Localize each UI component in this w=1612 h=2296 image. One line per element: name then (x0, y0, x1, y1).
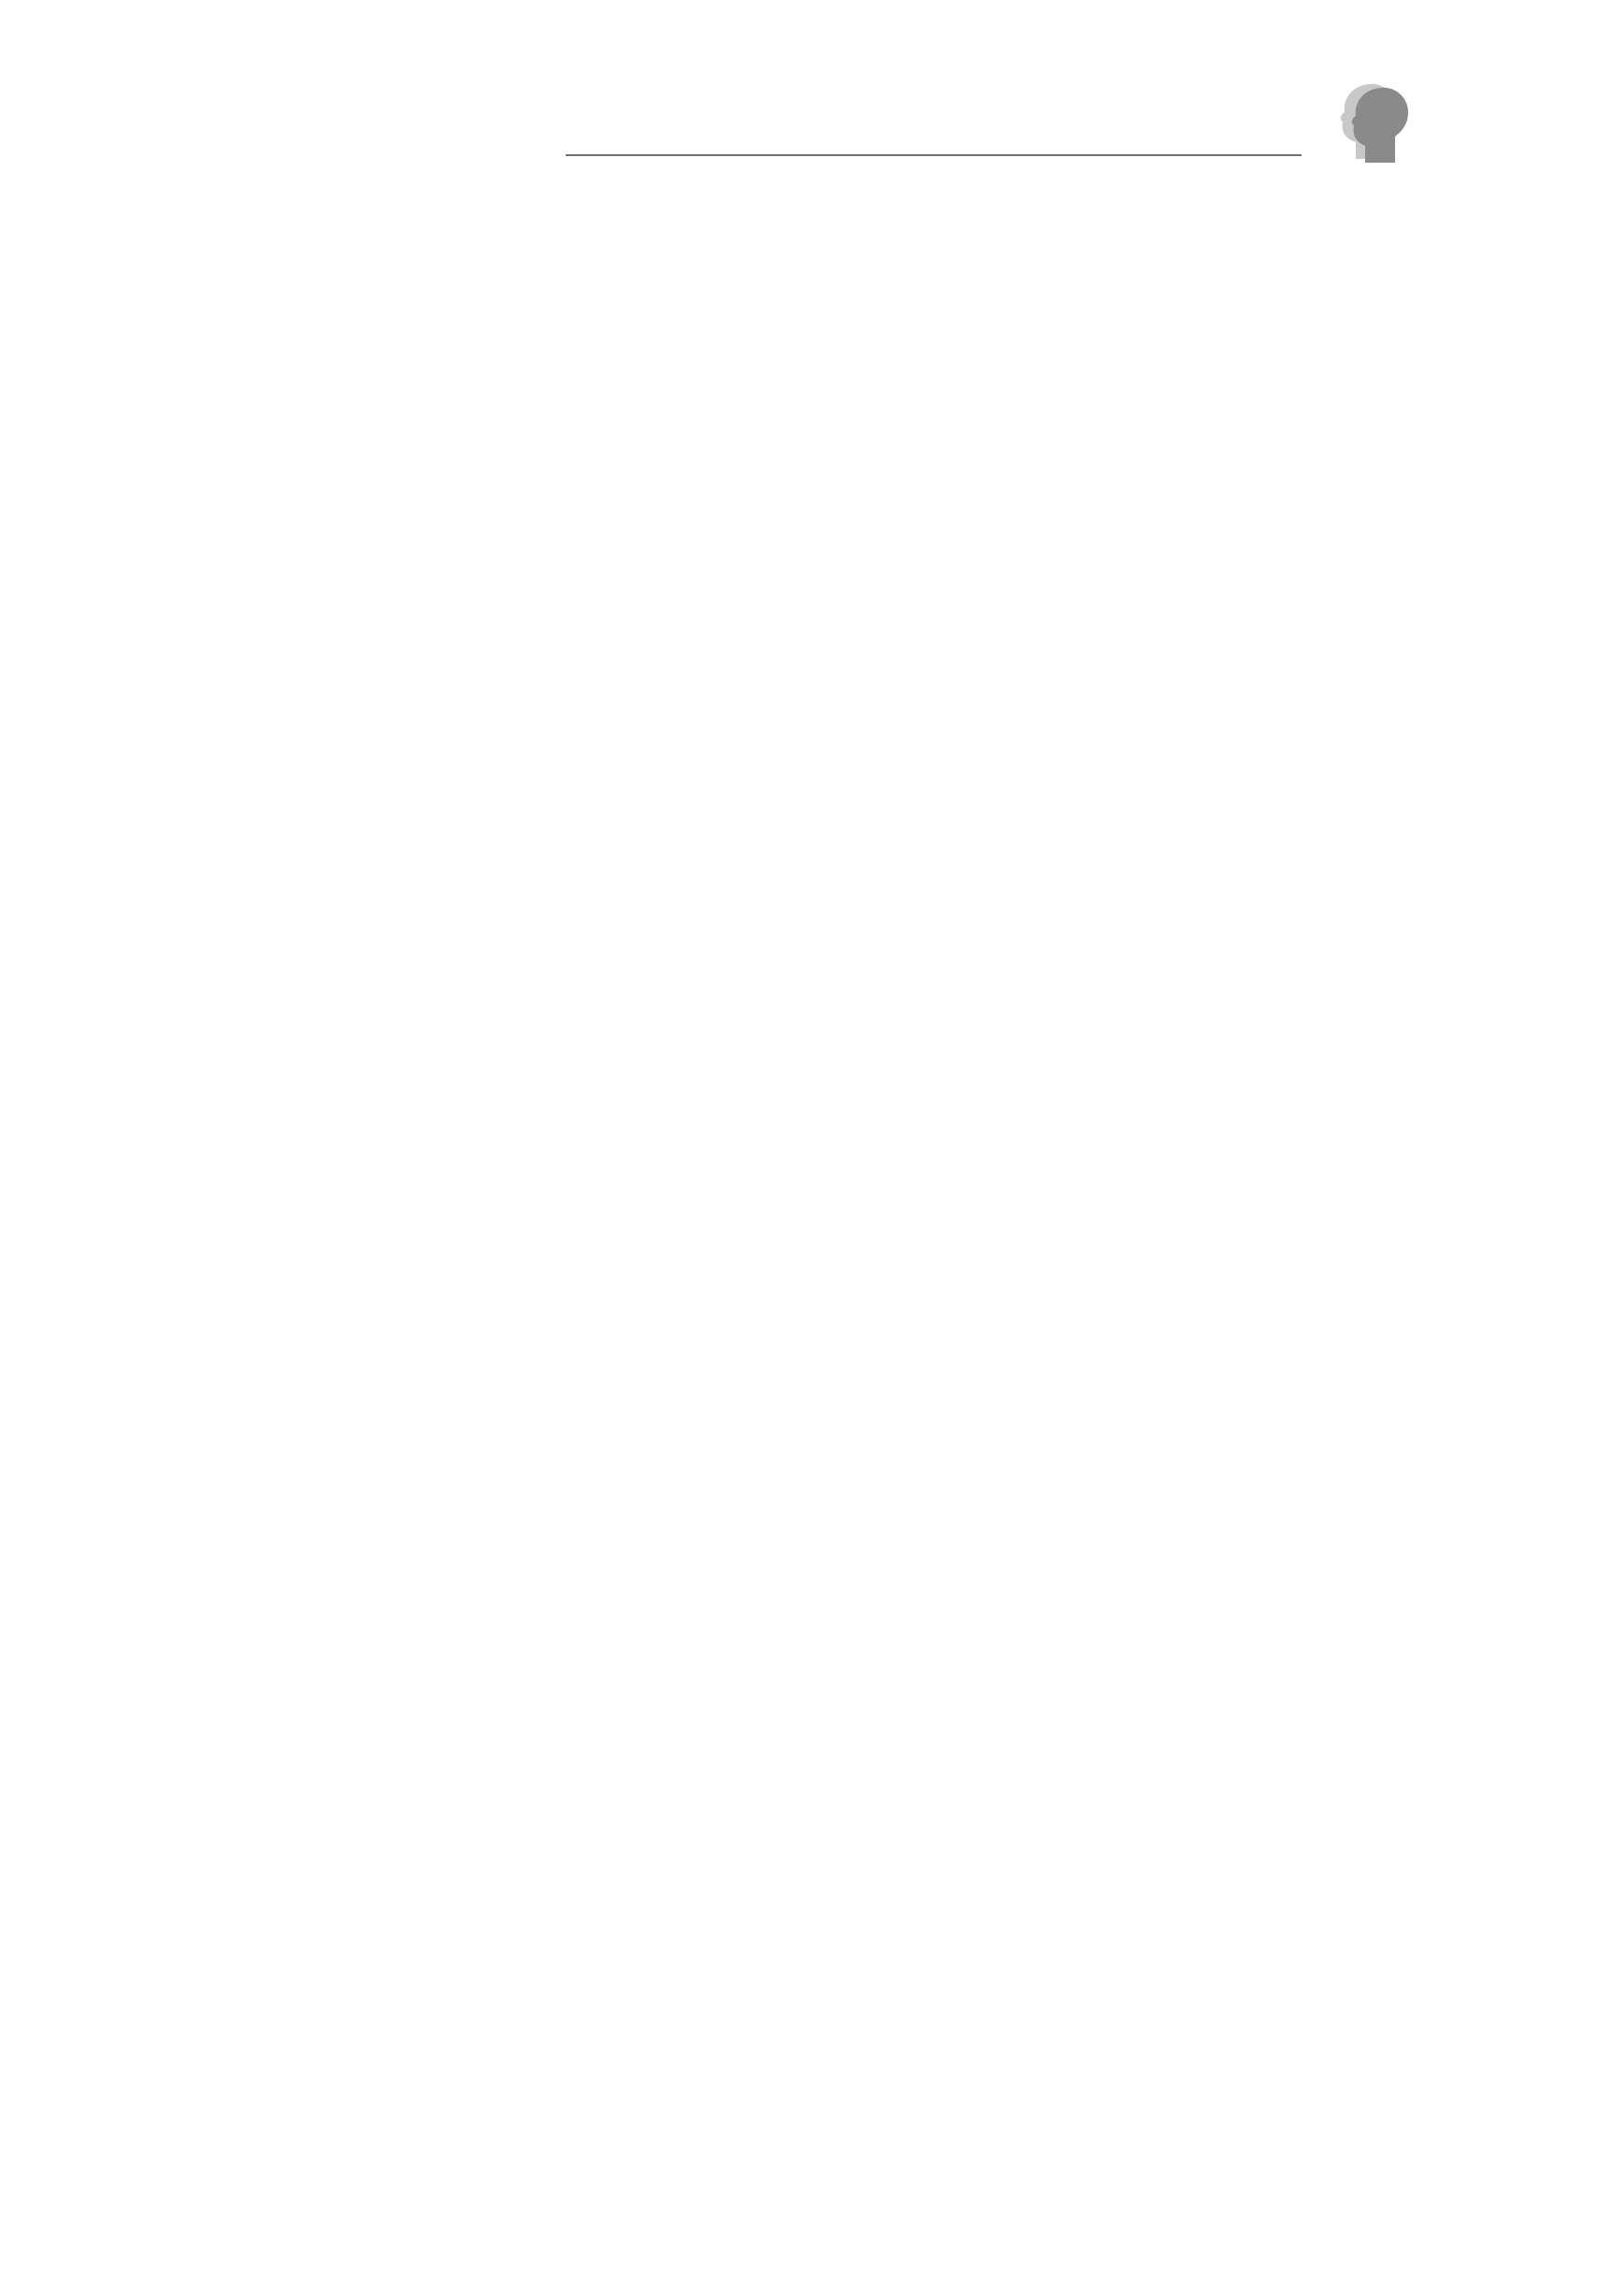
header-rule (566, 154, 1302, 156)
head-silhouette-icon (1328, 73, 1421, 166)
